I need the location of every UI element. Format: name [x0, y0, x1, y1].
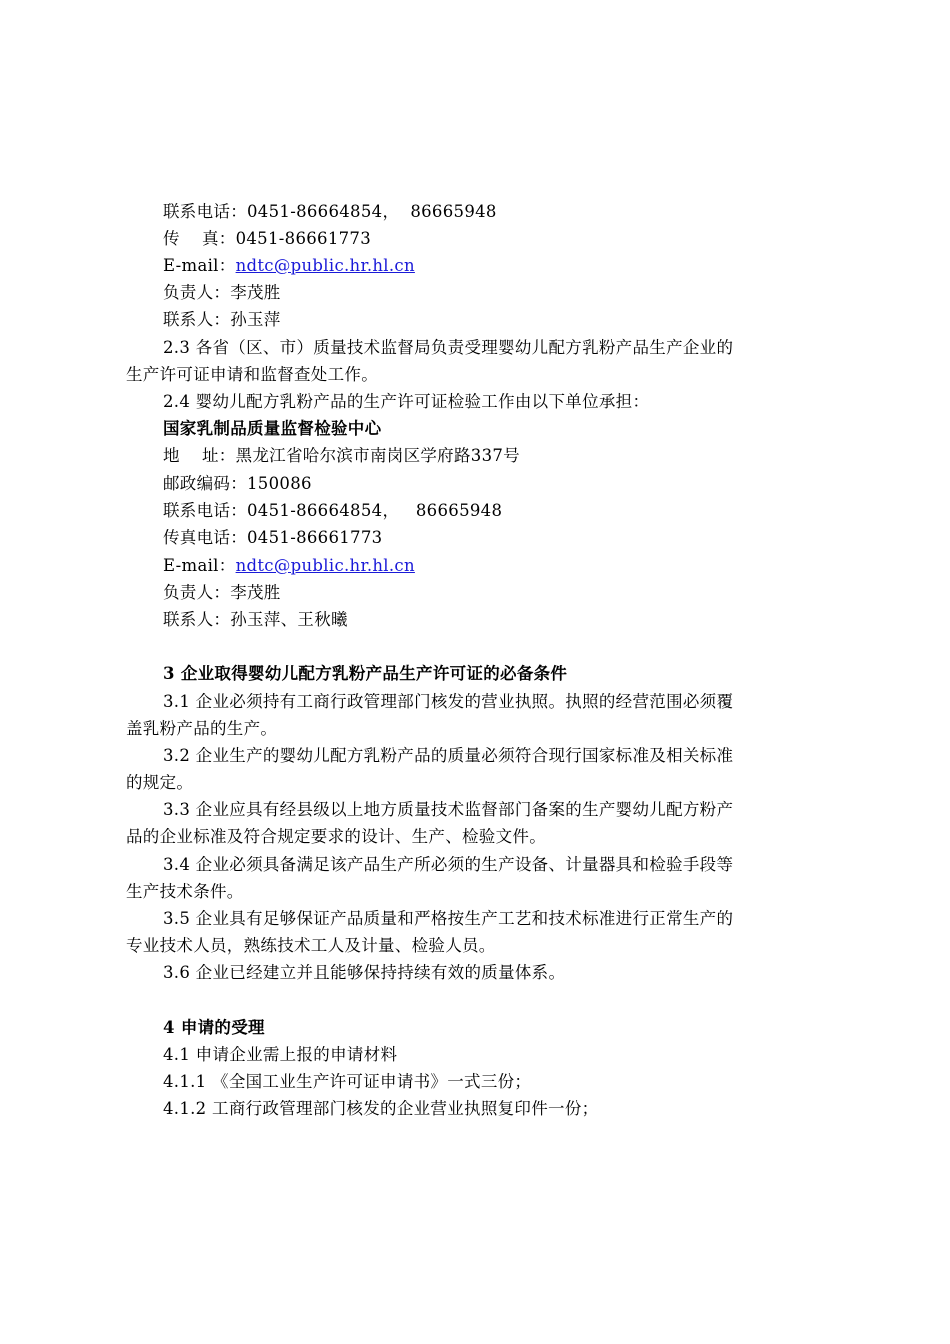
- clause-3-5-line1: 3.5 企业具有足够保证产品质量和严格按生产工艺和技术标准进行正常生产的: [163, 909, 734, 928]
- clause-4-1: 4.1 申请企业需上报的申请材料: [163, 1045, 398, 1064]
- center-fax: 传真电话：0451-86661773: [163, 528, 383, 547]
- clause-3-3-line2: 品的企业标准及符合规定要求的设计、生产、检验文件。: [126, 827, 546, 846]
- clause-2-3-line1: 2.3 各省（区、市）质量技术监督局负责受理婴幼儿配方乳粉产品生产企业的: [163, 338, 734, 357]
- clause-3-4-line2: 生产技术条件。: [126, 882, 244, 901]
- center-address: 地 址：黑龙江省哈尔滨市南岗区学府路337号: [163, 446, 520, 465]
- email-link[interactable]: ndtc@public.hr.hl.cn: [235, 556, 415, 575]
- clause-2-3-line2: 生产许可证申请和监督查处工作。: [126, 365, 378, 384]
- clause-3-1-line1: 3.1 企业必须持有工商行政管理部门核发的营业执照。执照的经营范围必须覆: [163, 692, 734, 711]
- contact-email-line: [163, 256, 415, 276]
- email-link[interactable]: ndtc@public.hr.hl.cn: [235, 256, 415, 275]
- contact-person: 联系人：孙玉萍: [163, 310, 281, 329]
- email-label: E-mail：: [163, 556, 236, 575]
- contact-phone: 联系电话：0451-86664854， 86665948: [163, 202, 497, 221]
- clause-3-2-line2: 的规定。: [126, 773, 194, 792]
- center-manager: 负责人：李茂胜: [163, 583, 281, 602]
- email-label: E-mail：: [163, 256, 236, 275]
- clause-3-2-line1: 3.2 企业生产的婴幼儿配方乳粉产品的质量必须符合现行国家标准及相关标准: [163, 746, 734, 765]
- clause-2-4-line1: 2.4 婴幼儿配方乳粉产品的生产许可证检验工作由以下单位承担：: [163, 392, 650, 411]
- clause-3-5-line2: 专业技术人员，熟练技术工人及计量、检验人员。: [126, 936, 496, 955]
- center-phone: 联系电话：0451-86664854， 86665948: [163, 501, 503, 520]
- section-4-heading: 4 申请的受理: [163, 1018, 265, 1037]
- testing-center-name: 国家乳制品质量监督检验中心: [163, 419, 382, 438]
- section-3-heading: 3 企业取得婴幼儿配方乳粉产品生产许可证的必备条件: [163, 664, 568, 683]
- center-contact-person: 联系人：孙玉萍、王秋曦: [163, 610, 348, 629]
- contact-fax: 传 真：0451-86661773: [163, 229, 372, 248]
- center-postcode: 邮政编码：150086: [163, 474, 312, 493]
- center-email-line: [163, 556, 415, 576]
- clause-4-1-1: 4.1.1 《全国工业生产许可证申请书》一式三份；: [163, 1072, 532, 1091]
- clause-3-3-line1: 3.3 企业应具有经县级以上地方质量技术监督部门备案的生产婴幼儿配方粉产: [163, 800, 734, 819]
- clause-4-1-2: 4.1.2 工商行政管理部门核发的企业营业执照复印件一份；: [163, 1099, 599, 1118]
- clause-3-6: 3.6 企业已经建立并且能够保持持续有效的质量体系。: [163, 963, 566, 982]
- clause-3-1-line2: 盖乳粉产品的生产。: [126, 719, 278, 738]
- contact-manager: 负责人：李茂胜: [163, 283, 281, 302]
- clause-3-4-line1: 3.4 企业必须具备满足该产品生产所必须的生产设备、计量器具和检验手段等: [163, 855, 734, 874]
